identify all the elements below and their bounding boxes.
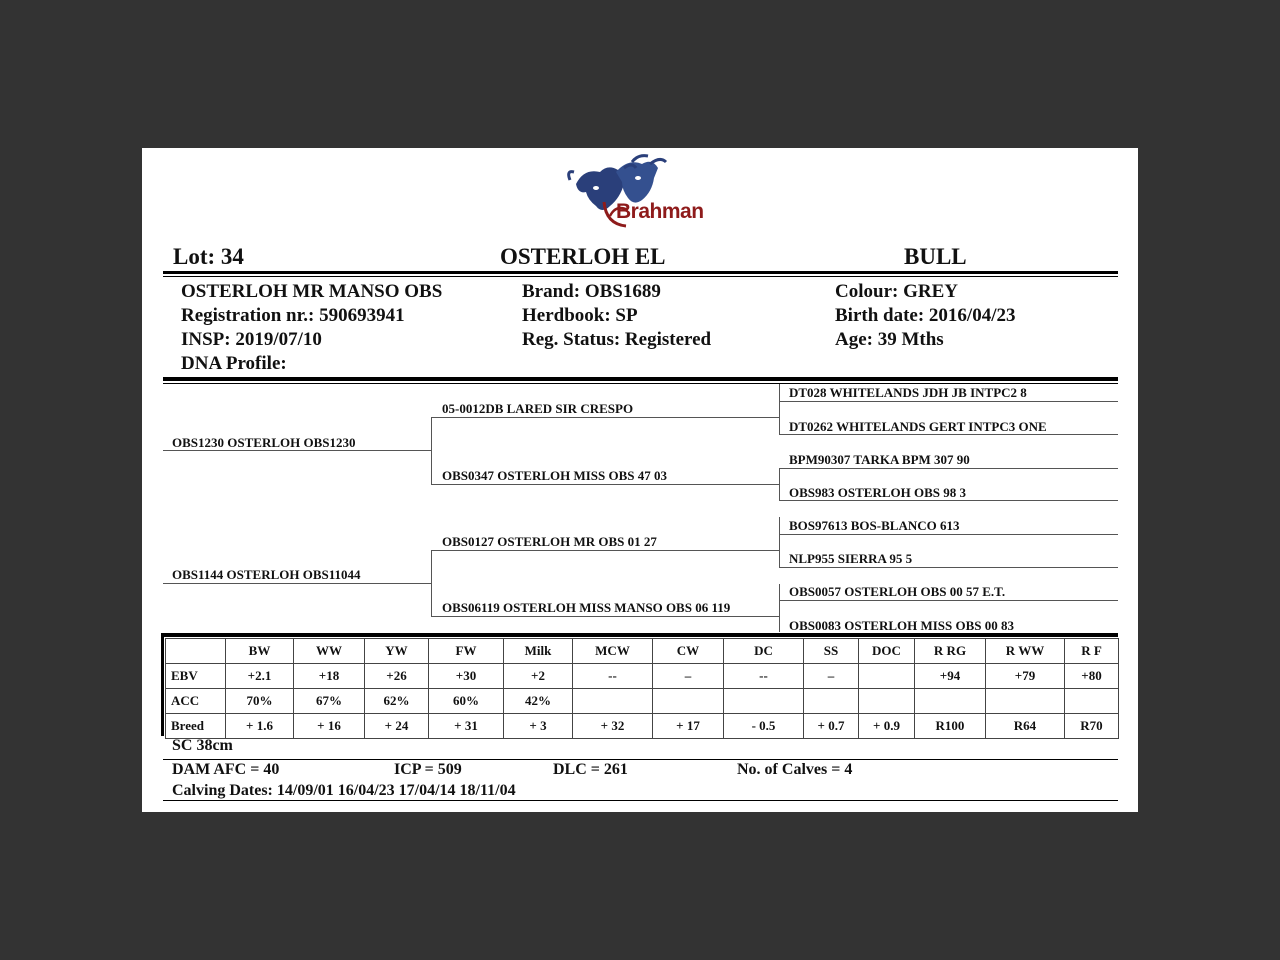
calving-dates: Calving Dates: 14/09/01 16/04/23 17/04/14 18/11/04 [172,782,516,799]
ebv-cell: – [804,664,859,689]
colour: Colour: GREY [835,281,958,302]
ebv-cell: +79 [986,664,1065,689]
pedigree-bracket [779,384,780,434]
ebv-cell: 67% [294,689,365,714]
pedigree-line [163,583,431,584]
pedigree-bracket [431,417,432,484]
ebv-cell: 62% [365,689,429,714]
footer-bottom-rule [163,800,1118,801]
pedigree-sdd: OBS983 OSTERLOH OBS 98 3 [789,485,966,500]
herdbook: Herdbook: SP [522,305,638,326]
pedigree-bracket [779,517,780,567]
pedigree-bracket [779,584,780,632]
ebv-cell [573,689,653,714]
pedigree-line [431,616,779,617]
info-rule-thin [163,383,1118,384]
ebv-header-cell: DOC [859,639,915,664]
registration-status: Reg. Status: Registered [522,329,712,350]
pedigree-dsd: NLP955 SIERRA 95 5 [789,551,913,566]
ebv-cell: +94 [915,664,986,689]
ebv-cell: + 31 [429,714,504,739]
ebv-table [165,638,1119,739]
ebv-header-cell: R F [1065,639,1119,664]
animal-name: OSTERLOH EL [500,244,666,269]
ebv-row [166,664,1119,689]
icp: ICP = 509 [394,761,462,778]
logo-wordmark: Brahman [616,200,704,223]
ebv-row-label: EBV [166,664,226,689]
ebv-cell [986,689,1065,714]
sale-catalogue-card [142,148,1138,812]
ebv-header-cell: FW [429,639,504,664]
ebv-cell: - 0.5 [724,714,804,739]
brand: Brand: OBS1689 [522,281,661,302]
ebv-row-label: Breed [166,714,226,739]
ebv-header-cell: SS [804,639,859,664]
ebv-cell: + 0.9 [859,714,915,739]
ebv-header-row [166,639,1119,664]
ebv-header-cell: MCW [573,639,653,664]
ebv-cell: + 0.7 [804,714,859,739]
ebv-row-label: ACC [166,689,226,714]
ebv-header-cell: R RG [915,639,986,664]
pedigree-sire-dam: OBS0347 OSTERLOH MISS OBS 47 03 [442,468,668,483]
pedigree-sds: BPM90307 TARKA BPM 307 90 [789,452,970,467]
ebv-cell: R100 [915,714,986,739]
ebv-cell: +30 [429,664,504,689]
ebv-row [166,689,1119,714]
ebv-cell: + 32 [573,714,653,739]
ebv-cell: +2 [504,664,573,689]
pedigree-dam-dam: OBS06119 OSTERLOH MISS MANSO OBS 06 119 [442,600,731,615]
ebv-cell [1065,689,1119,714]
age: Age: 39 Mths [835,329,944,350]
ebv-cell: R64 [986,714,1065,739]
scrotal-circumference: SC 38cm [172,737,233,754]
ebv-cell: +18 [294,664,365,689]
pedigree-line [779,534,1118,535]
ebv-cell: + 1.6 [226,714,294,739]
lot-number: Lot: 34 [173,244,244,269]
dlc: DLC = 261 [553,761,628,778]
ebv-cell: – [653,664,724,689]
pedigree-sire: OBS1230 OSTERLOH OBS1230 [172,435,356,450]
pedigree-dds: OBS0057 OSTERLOH OBS 00 57 E.T. [789,584,1006,599]
ebv-cell: -- [724,664,804,689]
ebv-header-cell: R WW [986,639,1065,664]
ebv-cell: 60% [429,689,504,714]
pedigree-line [779,600,1118,601]
ebv-cell [653,689,724,714]
birth-date: Birth date: 2016/04/23 [835,305,1016,326]
ebv-header-cell: DC [724,639,804,664]
pedigree-bracket [431,550,432,616]
pedigree-line [779,567,1118,568]
ebv-cell: + 3 [504,714,573,739]
inspection-date: INSP: 2019/07/10 [181,329,322,350]
ebv-header-cell: BW [226,639,294,664]
ebv-header-cell: CW [653,639,724,664]
ebv-cell: +2.1 [226,664,294,689]
ebv-cell: +26 [365,664,429,689]
pedigree-line [431,417,779,418]
pedigree-dss: BOS97613 BOS-BLANCO 613 [789,518,960,533]
pedigree-ddd: OBS0083 OSTERLOH MISS OBS 00 83 [789,618,1015,633]
sire-line: OSTERLOH MR MANSO OBS [181,281,443,302]
pedigree-bracket [779,468,780,500]
table-frame [161,633,1118,637]
pedigree-dam-sire: OBS0127 OSTERLOH MR OBS 01 27 [442,534,657,549]
title-rule-thick [163,271,1118,274]
ebv-header-cell: YW [365,639,429,664]
ebv-cell: -- [573,664,653,689]
title-rule-thin [163,276,1118,277]
number-of-calves: No. of Calves = 4 [737,761,853,778]
pedigree-line [163,450,431,451]
table-frame [161,634,164,736]
registration-number: Registration nr.: 590693941 [181,305,405,326]
ebv-cell: R70 [1065,714,1119,739]
ebv-cell [804,689,859,714]
ebv-cell [724,689,804,714]
ebv-header-cell: Milk [504,639,573,664]
pedigree-line [779,401,1118,402]
ebv-cell: + 17 [653,714,724,739]
pedigree-ssd: DT0262 WHITELANDS GERT INTPC3 ONE [789,419,1047,434]
ebv-header-cell: WW [294,639,365,664]
footer-rule [163,759,1118,760]
dna-profile: DNA Profile: [181,353,287,374]
dam-afc: DAM AFC = 40 [172,761,280,778]
ebv-cell: 42% [504,689,573,714]
ebv-cell: + 24 [365,714,429,739]
pedigree-line [431,484,779,485]
ebv-cell [915,689,986,714]
pedigree-dam: OBS1144 OSTERLOH OBS11044 [172,567,361,582]
ebv-cell: 70% [226,689,294,714]
ebv-row [166,714,1119,739]
pedigree-sss: DT028 WHITELANDS JDH JB INTPC2 8 [789,385,1027,400]
ebv-cell: +80 [1065,664,1119,689]
ebv-cell: + 16 [294,714,365,739]
ebv-cell [859,689,915,714]
info-rule-thick [163,377,1118,381]
animal-sex: BULL [904,244,967,269]
pedigree-line [431,550,779,551]
ebv-cell [859,664,915,689]
pedigree-line [779,468,1118,469]
ebv-header-cell [166,639,226,664]
pedigree-sire-sire: 05-0012DB LARED SIR CRESPO [442,401,634,416]
